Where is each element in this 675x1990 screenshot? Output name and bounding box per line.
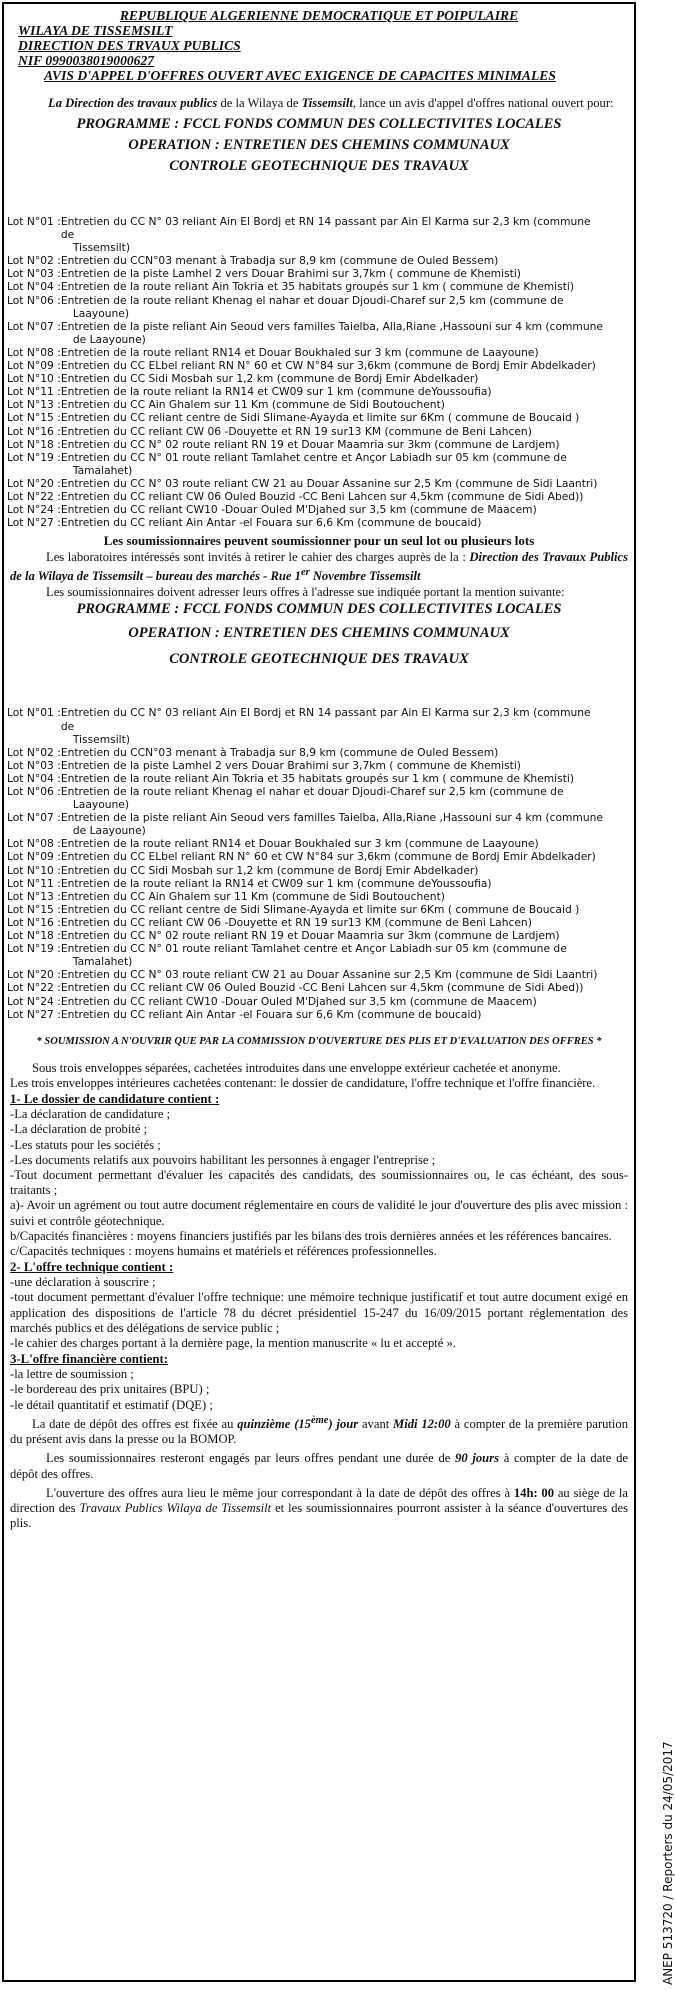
lot-item bbox=[7, 850, 634, 863]
financiere-item: -le bordereau des prix unitaires (BPU) ; bbox=[10, 1382, 210, 1397]
lot-number: Lot N°09 : bbox=[7, 850, 61, 864]
dossier-item: a)- Avoir un agrément ou tout autre document réglementaire en cours de validité le jour d'ouverture des plis avec mission : suivi et contrôle géotechnique. bbox=[10, 1198, 628, 1228]
lot-number: Lot N°11 : bbox=[7, 385, 61, 399]
lot-description: Entretien du CC N° 03 reliant Ain El Bordj et RN 14 passant par Ain El Karma sur 2,3 km (commune de Tissemsilt) bbox=[60, 706, 591, 746]
lot-description: Entretien du CCN°03 menant à Trabadja sur 8,9 km (commune de Ouled Bessem) bbox=[60, 254, 499, 268]
lot-number: Lot N°20 : bbox=[7, 476, 61, 490]
lot-description: Entretien du CC N° 01 route reliant Tamlahet centre et Ançor Labiadh sur 05 km (commune de Tamalahet) bbox=[60, 942, 567, 969]
lot-item bbox=[7, 280, 634, 293]
lot-number: Lot N°04 : bbox=[7, 280, 61, 294]
lot-number: Lot N°09 : bbox=[7, 359, 61, 373]
labos-paragraph: Les laboratoires intéressés sont invités à retirer le cahier des charges auprès de la : Direction des Travaux Publics de la Wilaya de Tissemsilt – bureau des marchés - Rue 1er Novembre Tissemsilt bbox=[10, 550, 628, 584]
lot-description: Entretien du CC reliant CW10 -Douar Ouled M'Djahed sur 3,5 km (commune de Maacem) bbox=[60, 503, 537, 517]
lot-number: Lot N°18 : bbox=[7, 437, 61, 451]
lot-item bbox=[7, 451, 634, 477]
ouverture-paragraph: L'ouverture des offres aura lieu le même jour correspondant à la date de dépôt des offres à 14h: 00 au siège de la direction des Travaux Publics Wilaya de Tissemsilt et les soumissionnaires pourront assister à la séance d'ouvertures des plis. bbox=[10, 1485, 628, 1531]
lot-number: Lot N°18 : bbox=[7, 929, 61, 943]
lot-item bbox=[7, 398, 634, 411]
lot-number: Lot N°02 : bbox=[7, 254, 61, 268]
lot-description: Entretien du CC ELbel reliant RN N° 60 et CW N°84 sur 3,6km (commune de Bordj Emir Abdelkader) bbox=[60, 359, 596, 373]
lot-item bbox=[7, 372, 634, 385]
lot-item bbox=[7, 1008, 634, 1021]
lot-description: Entretien du CC N° 02 route reliant RN 19 et Douar Maamria sur 3km (commune de Lardjem) bbox=[60, 437, 560, 451]
dossier-items bbox=[4, 1107, 634, 1259]
soumission-lots-note: Les soumissionnaires peuvent soumissionner pour un seul lot ou plusieurs lots bbox=[103, 533, 535, 549]
lot-number: Lot N°27 : bbox=[7, 1007, 61, 1021]
operation-title-2: OPERATION : ENTRETIEN DES CHEMINS COMMUNAUX bbox=[128, 625, 510, 642]
dossier-item: b/Capacités financières : moyens financiers justifiés par les bilans des trois dernières années et les références bancaires. bbox=[10, 1228, 612, 1243]
lot-number: Lot N°16 : bbox=[7, 915, 61, 929]
lot-item bbox=[7, 890, 634, 903]
lot-description: Entretien du CC reliant CW 06 -Douyette et RN 19 sur13 KM (commune de Beni Lahcen) bbox=[60, 424, 532, 438]
lot-item bbox=[7, 772, 634, 785]
lot-description: Entretien de la piste Lamhel 2 vers Douar Brahimi sur 3,7km ( commune de Khemisti) bbox=[60, 267, 521, 281]
lot-description: Entretien du CC reliant Ain Antar -el Fouara sur 6,6 Km (commune de boucaid) bbox=[60, 516, 482, 530]
technique-item: -une déclaration à souscrire ; bbox=[10, 1275, 156, 1290]
lot-item bbox=[7, 811, 634, 837]
lot-item bbox=[7, 215, 634, 254]
adresse-paragraph: Les soumissionnaires doivent adresser leurs offres à l'adresse sue indiquée portant la mention suivante: bbox=[46, 585, 565, 600]
date-depot-paragraph: La date de dépôt des offres est fixée au quinzième (15ème) jour avant Midi 12:00 à compter de la première parution du présent avis dans la presse ou la BOMOP. bbox=[10, 1414, 628, 1447]
announcement-frame bbox=[2, 2, 636, 1982]
dossier-item: -Tout document permettant d'évaluer les capacités des candidats, des soumissionnaires ou, le cas échéant, des sous-traitants ; bbox=[10, 1167, 628, 1198]
enveloppes-line-2: Les trois enveloppes intérieures cachetées contenant: le dossier de candidature, l'offre technique et l'offre financière. bbox=[10, 1075, 596, 1090]
soumission-notice: * SOUMISSION A N'OUVRIR QUE PAR LA COMMISSION D'OUVERTURE DES PLIS ET D'EVALUATION DES OFFRES * bbox=[36, 1035, 602, 1047]
financiere-item: -le détail quantitatif et estimatif (DQE) ; bbox=[10, 1397, 213, 1412]
lot-description: Entretien du CC N° 02 route reliant RN 19 et Douar Maamria sur 3km (commune de Lardjem) bbox=[60, 929, 560, 943]
lot-description: Entretien du CC Sidi Mosbah sur 1,2 km (commune de Bordj Emir Abdelkader) bbox=[60, 372, 479, 386]
lot-description: Entretien du CCN°03 menant à Trabadja sur 8,9 km (commune de Ouled Bessem) bbox=[60, 745, 499, 759]
lot-number: Lot N°22 : bbox=[7, 981, 61, 995]
dossier-item: -Les documents relatifs aux pouvoirs habilitant les personnes à engager l'entreprise ; bbox=[10, 1152, 436, 1167]
lot-item bbox=[7, 942, 634, 968]
lot-description: Entretien du CC ELbel reliant RN N° 60 et CW N°84 sur 3,6km (commune de Bordj Emir Abdelkader) bbox=[60, 850, 596, 864]
technique-item: -le cahier des charges portant à la dernière page, la mention manuscrite « lu et accepté ». bbox=[10, 1335, 456, 1350]
lot-number: Lot N°04 : bbox=[7, 771, 61, 785]
dossier-candidature-title: 1- Le dossier de candidature contient : bbox=[10, 1092, 220, 1107]
lot-description: Entretien de la piste Lamhel 2 vers Douar Brahimi sur 3,7km ( commune de Khemisti) bbox=[60, 758, 521, 772]
lot-number: Lot N°08 : bbox=[7, 837, 61, 851]
lot-item bbox=[7, 995, 634, 1008]
lot-description: Entretien du CC reliant CW10 -Douar Ouled M'Djahed sur 3,5 km (commune de Maacem) bbox=[60, 994, 537, 1008]
lot-number: Lot N°16 : bbox=[7, 424, 61, 438]
lot-item bbox=[7, 503, 634, 516]
lot-number: Lot N°01 : bbox=[7, 706, 61, 720]
lot-number: Lot N°13 : bbox=[7, 889, 61, 903]
lot-description: Entretien de la route reliant Ain Tokria et 35 habitats groupés sur 1 km ( commune de Khemisti) bbox=[60, 280, 575, 294]
avis-title: AVIS D'APPEL D'OFFRES OUVERT AVEC EXIGENCE DE CAPACITES MINIMALES bbox=[44, 68, 556, 83]
lot-number: Lot N°11 : bbox=[7, 876, 61, 890]
offre-technique-title: 2- L'offre technique contient : bbox=[10, 1260, 174, 1275]
lot-item bbox=[7, 877, 634, 890]
technique-items bbox=[4, 1275, 634, 1351]
lot-description: Entretien du CC reliant Ain Antar -el Fouara sur 6,6 Km (commune de boucaid) bbox=[60, 1007, 482, 1021]
lot-number: Lot N°19 : bbox=[7, 942, 61, 956]
direction-title: DIRECTION DES TRVAUX PUBLICS bbox=[18, 38, 241, 53]
lot-description: Entretien du CC Sidi Mosbah sur 1,2 km (commune de Bordj Emir Abdelkader) bbox=[60, 863, 479, 877]
lot-item bbox=[7, 438, 634, 451]
lot-description: Entretien du CC reliant centre de Sidi Slimane-Ayayda et limite sur 6Km ( commune de Boucaid ) bbox=[60, 411, 580, 425]
lot-item bbox=[7, 916, 634, 929]
technique-item: -tout document permettant d'évaluer l'offre technique: une mémoire technique justificatif et tout autre document exigé en application des dispositions de l'article 78 du décret présidentiel 15-247 du 16/09/2015 portant réglementation des marchés publics et des délégations de service public ; bbox=[10, 1290, 628, 1335]
lot-item bbox=[7, 785, 634, 811]
controle-title-2: CONTROLE GEOTECHNIQUE DES TRAVAUX bbox=[169, 651, 469, 668]
lot-number: Lot N°03 : bbox=[7, 267, 61, 281]
lot-description: Entretien du CC Ain Ghalem sur 11 Km (commune de Sidi Boutouchent) bbox=[60, 398, 445, 412]
lot-item bbox=[7, 267, 634, 280]
intro-paragraph: La Direction des travaux publics de la Wilaya de Tissemsilt, lance un avis d'appel d'offres national ouvert pour: bbox=[48, 96, 614, 110]
lots-list-2 bbox=[4, 706, 634, 1020]
lot-item bbox=[7, 759, 634, 772]
lot-number: Lot N°15 : bbox=[7, 411, 61, 425]
lot-description: Entretien du CC N° 03 route reliant CW 21 au Douar Assanine sur 2,5 Km (commune de Sidi Laantri) bbox=[60, 476, 598, 490]
enveloppes-line-1: Sous trois enveloppes séparées, cachetées introduites dans une enveloppe extérieur cachetée et anonyme. bbox=[32, 1060, 561, 1075]
lot-item bbox=[7, 746, 634, 759]
lot-item bbox=[7, 968, 634, 981]
lot-description: Entretien de la route reliant RN14 et Douar Boukhaled sur 3 km (commune de Laayoune) bbox=[60, 837, 539, 851]
nif-number: NIF 0990038019000627 bbox=[18, 53, 155, 68]
lot-number: Lot N°08 : bbox=[7, 345, 61, 359]
lots-list-1 bbox=[4, 215, 634, 529]
programme-title-2: PROGRAMME : FCCL FONDS COMMUN DES COLLECTIVITES LOCALES bbox=[76, 601, 562, 618]
lot-description: Entretien du CC reliant CW 06 Ouled Bouzid -CC Beni Lahcen sur 4,5km (commune de Sidi Abed)) bbox=[60, 981, 584, 995]
lot-item bbox=[7, 706, 634, 745]
lot-number: Lot N°13 : bbox=[7, 398, 61, 412]
lot-item bbox=[7, 490, 634, 503]
lot-item bbox=[7, 346, 634, 359]
lot-number: Lot N°24 : bbox=[7, 503, 61, 517]
lot-description: Entretien de la route reliant Khenag el nahar et douar Djoudi-Charef sur 2,5 km (commune de Laayoune) bbox=[60, 293, 564, 320]
lot-description: Entretien de la piste reliant Ain Seoud vers familles Taielba, Alla,Riane ,Hassouni sur 4 km (commune de Laayoune) bbox=[60, 319, 603, 346]
lot-number: Lot N°24 : bbox=[7, 994, 61, 1008]
republic-title: REPUBLIQUE ALGERIENNE DEMOCRATIQUE ET POIPULAIRE bbox=[119, 8, 519, 23]
lot-item bbox=[7, 411, 634, 424]
dossier-item: -Les statuts pour les sociétés ; bbox=[10, 1137, 161, 1152]
lot-description: Entretien de la route reliant RN14 et Douar Boukhaled sur 3 km (commune de Laayoune) bbox=[60, 345, 539, 359]
lot-item bbox=[7, 929, 634, 942]
lot-description: Entretien du CC N° 03 reliant Ain El Bordj et RN 14 passant par Ain El Karma sur 2,3 km (commune de Tissemsilt) bbox=[60, 215, 591, 255]
lot-description: Entretien de la route reliant la RN14 et CW09 sur 1 km (commune deYoussoufia) bbox=[60, 385, 492, 399]
lot-number: Lot N°19 : bbox=[7, 450, 61, 464]
lot-number: Lot N°22 : bbox=[7, 489, 61, 503]
controle-title: CONTROLE GEOTECHNIQUE DES TRAVAUX bbox=[169, 158, 469, 174]
lot-description: Entretien de la piste reliant Ain Seoud vers familles Taielba, Alla,Riane ,Hassouni sur 4 km (commune de Laayoune) bbox=[60, 811, 603, 838]
dossier-item: -La déclaration de probité ; bbox=[10, 1122, 148, 1137]
lot-item bbox=[7, 864, 634, 877]
lot-item bbox=[7, 254, 634, 267]
lot-item bbox=[7, 385, 634, 398]
dossier-item: c/Capacités techniques : moyens humains et matériels et références professionnelles. bbox=[10, 1243, 437, 1258]
lot-number: Lot N°02 : bbox=[7, 745, 61, 759]
lot-number: Lot N°27 : bbox=[7, 516, 61, 530]
lot-number: Lot N°01 : bbox=[7, 215, 61, 228]
operation-title: OPERATION : ENTRETIEN DES CHEMINS COMMUNAUX bbox=[128, 137, 510, 153]
lot-description: Entretien du CC N° 03 route reliant CW 21 au Douar Assanine sur 2,5 Km (commune de Sidi Laantri) bbox=[60, 968, 598, 982]
lot-number: Lot N°10 : bbox=[7, 863, 61, 877]
lot-description: Entretien du CC N° 01 route reliant Tamlahet centre et Ançor Labiadh sur 05 km (commune de Tamalahet) bbox=[60, 450, 567, 477]
lot-number: Lot N°15 : bbox=[7, 902, 61, 916]
engagement-paragraph: Les soumissionnaires resteront engagés par leurs offres pendant une durée de 90 jours à compter de la date de dépôt des offres. bbox=[10, 1451, 628, 1481]
financiere-items bbox=[4, 1367, 634, 1413]
lot-item bbox=[7, 837, 634, 850]
lot-item bbox=[7, 903, 634, 916]
lot-item bbox=[7, 981, 634, 994]
lot-item bbox=[7, 516, 634, 529]
lot-item bbox=[7, 294, 634, 320]
lot-description: Entretien du CC reliant CW 06 Ouled Bouzid -CC Beni Lahcen sur 4,5km (commune de Sidi Abed)) bbox=[60, 489, 584, 503]
lot-description: Entretien du CC reliant CW 06 -Douyette et RN 19 sur13 KM (commune de Beni Lahcen) bbox=[60, 915, 532, 929]
lot-number: Lot N°07 : bbox=[7, 811, 61, 825]
anep-stamp: ANEP 513720 / Reporters du 24/05/2017 bbox=[661, 1741, 675, 1985]
offre-financiere-title: 3-L'offre financière contient: bbox=[10, 1352, 169, 1367]
lot-description: Entretien de la route reliant Ain Tokria et 35 habitats groupés sur 1 km ( commune de Khemisti) bbox=[60, 771, 575, 785]
lot-item bbox=[7, 320, 634, 346]
lot-description: Entretien de la route reliant Khenag el nahar et douar Djoudi-Charef sur 2,5 km (commune de Laayoune) bbox=[60, 785, 564, 812]
lot-item bbox=[7, 359, 634, 372]
lot-number: Lot N°10 : bbox=[7, 372, 61, 386]
lot-description: Entretien du CC reliant centre de Sidi Slimane-Ayayda et limite sur 6Km ( commune de Boucaid ) bbox=[60, 902, 580, 916]
wilaya-title: WILAYA DE TISSEMSILT bbox=[18, 23, 173, 38]
lot-number: Lot N°20 : bbox=[7, 968, 61, 982]
lot-description: Entretien de la route reliant la RN14 et CW09 sur 1 km (commune deYoussoufia) bbox=[60, 876, 492, 890]
lot-number: Lot N°06 : bbox=[7, 785, 61, 798]
lot-description: Entretien du CC Ain Ghalem sur 11 Km (commune de Sidi Boutouchent) bbox=[60, 889, 445, 903]
lot-item bbox=[7, 425, 634, 438]
lot-number: Lot N°06 : bbox=[7, 293, 61, 307]
lot-number: Lot N°07 : bbox=[7, 319, 61, 333]
financiere-item: -la lettre de soumission ; bbox=[10, 1367, 134, 1382]
dossier-item: -La déclaration de candidature ; bbox=[10, 1107, 171, 1122]
lot-item bbox=[7, 477, 634, 490]
lot-number: Lot N°03 : bbox=[7, 758, 61, 772]
programme-title: PROGRAMME : FCCL FONDS COMMUN DES COLLECTIVITES LOCALES bbox=[76, 116, 562, 132]
